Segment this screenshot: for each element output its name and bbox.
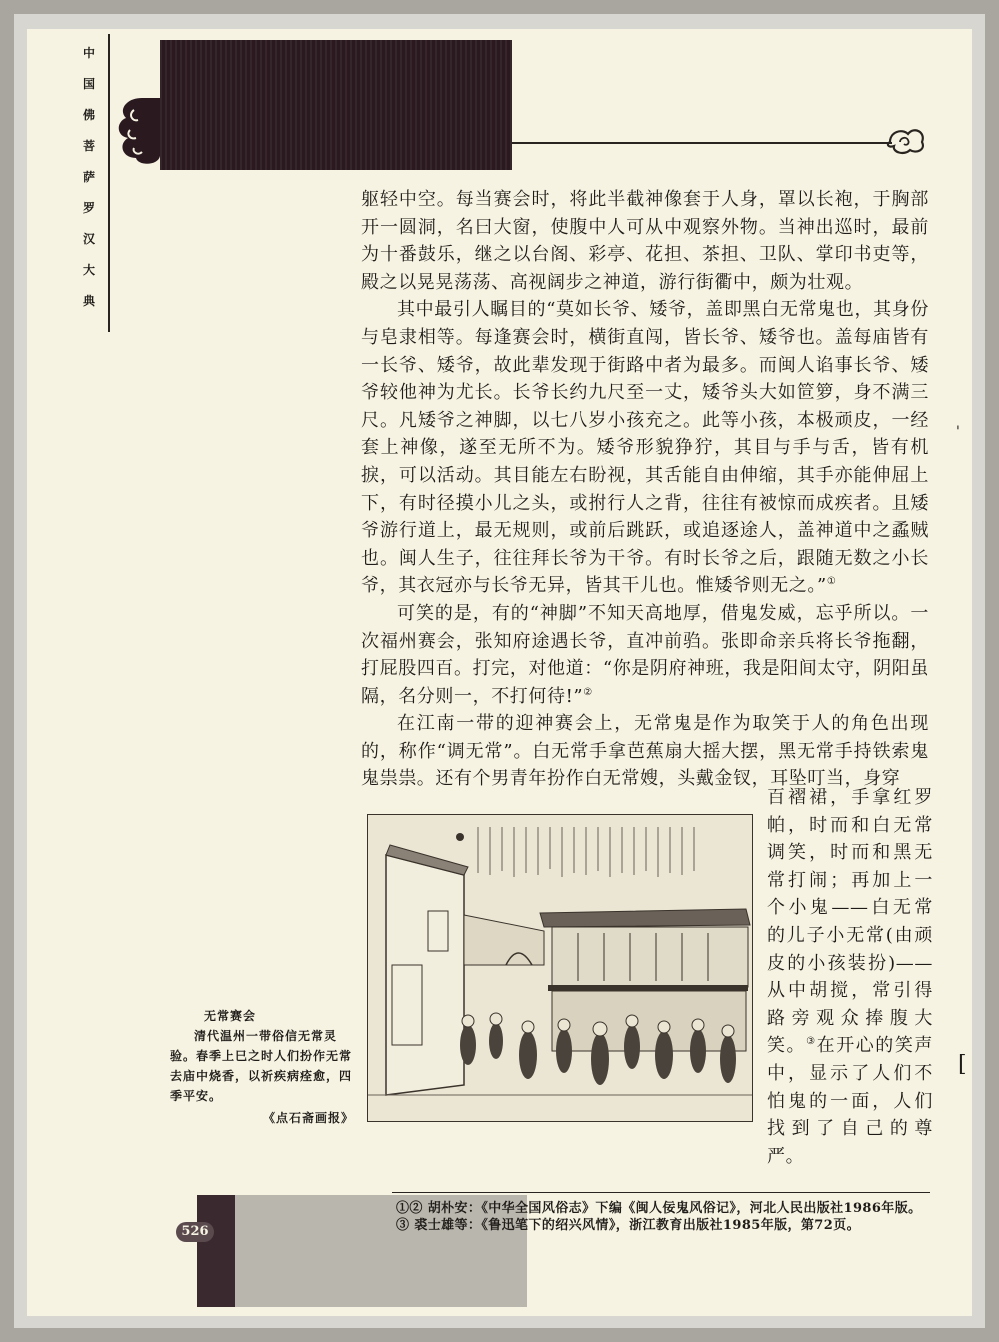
caption-title: 无常赛会 [204,1009,257,1023]
side-title-char: 国 [82,77,95,91]
paragraph-text: 在开心的笑声中，显示了人们不怕鬼的一面，人们找到了自己的尊严。 [767,1035,933,1167]
side-title-char: 中 [82,46,95,60]
paragraph-text: 百褶裙，手拿红罗帕，时而和白无常调笑，时而和黑无常打闹；再加上一个小鬼——白无常的儿子小无常(由顽皮的小孩装扮)——从中胡搅，常引得路旁观众捧腹大笑。 [767,787,933,1057]
scan-bracket-mark: [ [958,1052,967,1077]
side-title-char: 罗 [82,201,95,215]
footnote: ③ 裘士雄等：《鲁迅笔下的绍兴风情》，浙江教育出版社1985年版，第72页。 [396,1218,860,1233]
caption-source: 《点石斋画报》 [262,1111,354,1125]
paragraph-text: 其中最引人瞩目的“莫如长爷、矮爷，盖即黑白无常鬼也，其身份与皂隶相等。每逢赛会时，横街直闯，皆长爷、矮爷也。盖每庙皆有一长爷、矮爷，故此辈发现于街路中者为最多。而闽人谄事长爷、矮爷较他神为尤长。长爷长约九尺至一丈，矮爷头大如笸箩，身不满三尺。凡矮爷之神脚，以七八岁小孩充之。此等小孩，本极顽皮，一经套上神像，遂至无所不为。矮爷形貌狰狞，其目与手与舌，皆有机捩，可以活动。其目能左右盼视，其舌能自由伸缩，其手亦能伸屈上下，有时径摸小儿之头，或拊行人之背，往往有被惊而成疾者。且矮爷游行道上，最无规则，或前后跳跃，或追逐途人，盖神道中之蟊贼也。闽人生子，往往拜长爷为干爷。有时长爷之后，跟随无数之小长爷，其衣冠亦与长爷无异，皆其干儿也。惟矮爷则无之。” [361,299,929,597]
side-title [74,38,104,317]
side-rule [108,34,110,332]
footnotes [396,1200,930,1234]
page-number: 526 [176,1222,214,1242]
paragraph-text: 可笑的是，有的“神脚”不知天高地厚，借鬼发威，忘乎所以。一次福州赛会，张知府途遇长爷，直冲前驺。张即命亲兵将长爷拖翻，打屁股四百。打完，对他道：“你是阴府神班，我是阳间太守，阴阳虽隔，名分则一，不打何待!” [361,602,929,707]
caption-body: 清代温州一带俗信无常灵验。春季上巳之时人们扮作无常去庙中烧香，以祈疾病痊愈，四季平安。 [170,1029,353,1103]
side-title-char: 大 [82,263,95,277]
chapter-header-band [160,40,512,170]
body-text [361,186,929,793]
paragraph: 躯轻中空。每当赛会时，将此半截神像套于人身，罩以长袍，于胸部开一圆洞，名曰大窗，使腹中人可从中观察外物。当神出巡时，最前为十番鼓乐，继之以台阁、彩亭、花担、茶担、卫队、掌印书吏等，殿之以晃晃荡荡、高视阔步之神道，游行街衢中，颇为壮观。 [361,189,929,293]
side-title-char: 菩 [82,139,95,153]
side-title-char: 萨 [82,170,95,184]
wrapped-paragraph [767,784,933,1170]
cloud-scroll-icon [884,124,928,156]
scan-mark: ' [956,424,960,440]
header-rule [512,142,892,144]
paragraph [361,296,929,600]
footnote-ref: ③ [806,1036,817,1048]
figure-caption [170,1006,354,1128]
footnote-ref: ① [826,576,837,588]
paragraph: 在江南一带的迎神赛会上，无常鬼是作为取笑于人的角色出现的，称作“调无常”。白无常手拿芭蕉扇大摇大摆，黑无常手持铁索鬼鬼祟祟。还有个男青年扮作白无常嫂，头戴金钗，耳坠叮当，身穿 [361,713,929,790]
footnote: ①② 胡朴安：《中华全国风俗志》下编《闽人佞鬼风俗记》，河北人民出版社1986年版。 [396,1201,922,1216]
side-title-char: 典 [82,294,95,308]
side-title-char: 佛 [82,108,95,122]
side-title-char: 汉 [82,232,95,246]
paragraph [361,600,929,710]
footnote-ref: ② [583,686,593,698]
illustration-wuchang-procession [367,814,753,1122]
footnote-rule [392,1192,930,1193]
